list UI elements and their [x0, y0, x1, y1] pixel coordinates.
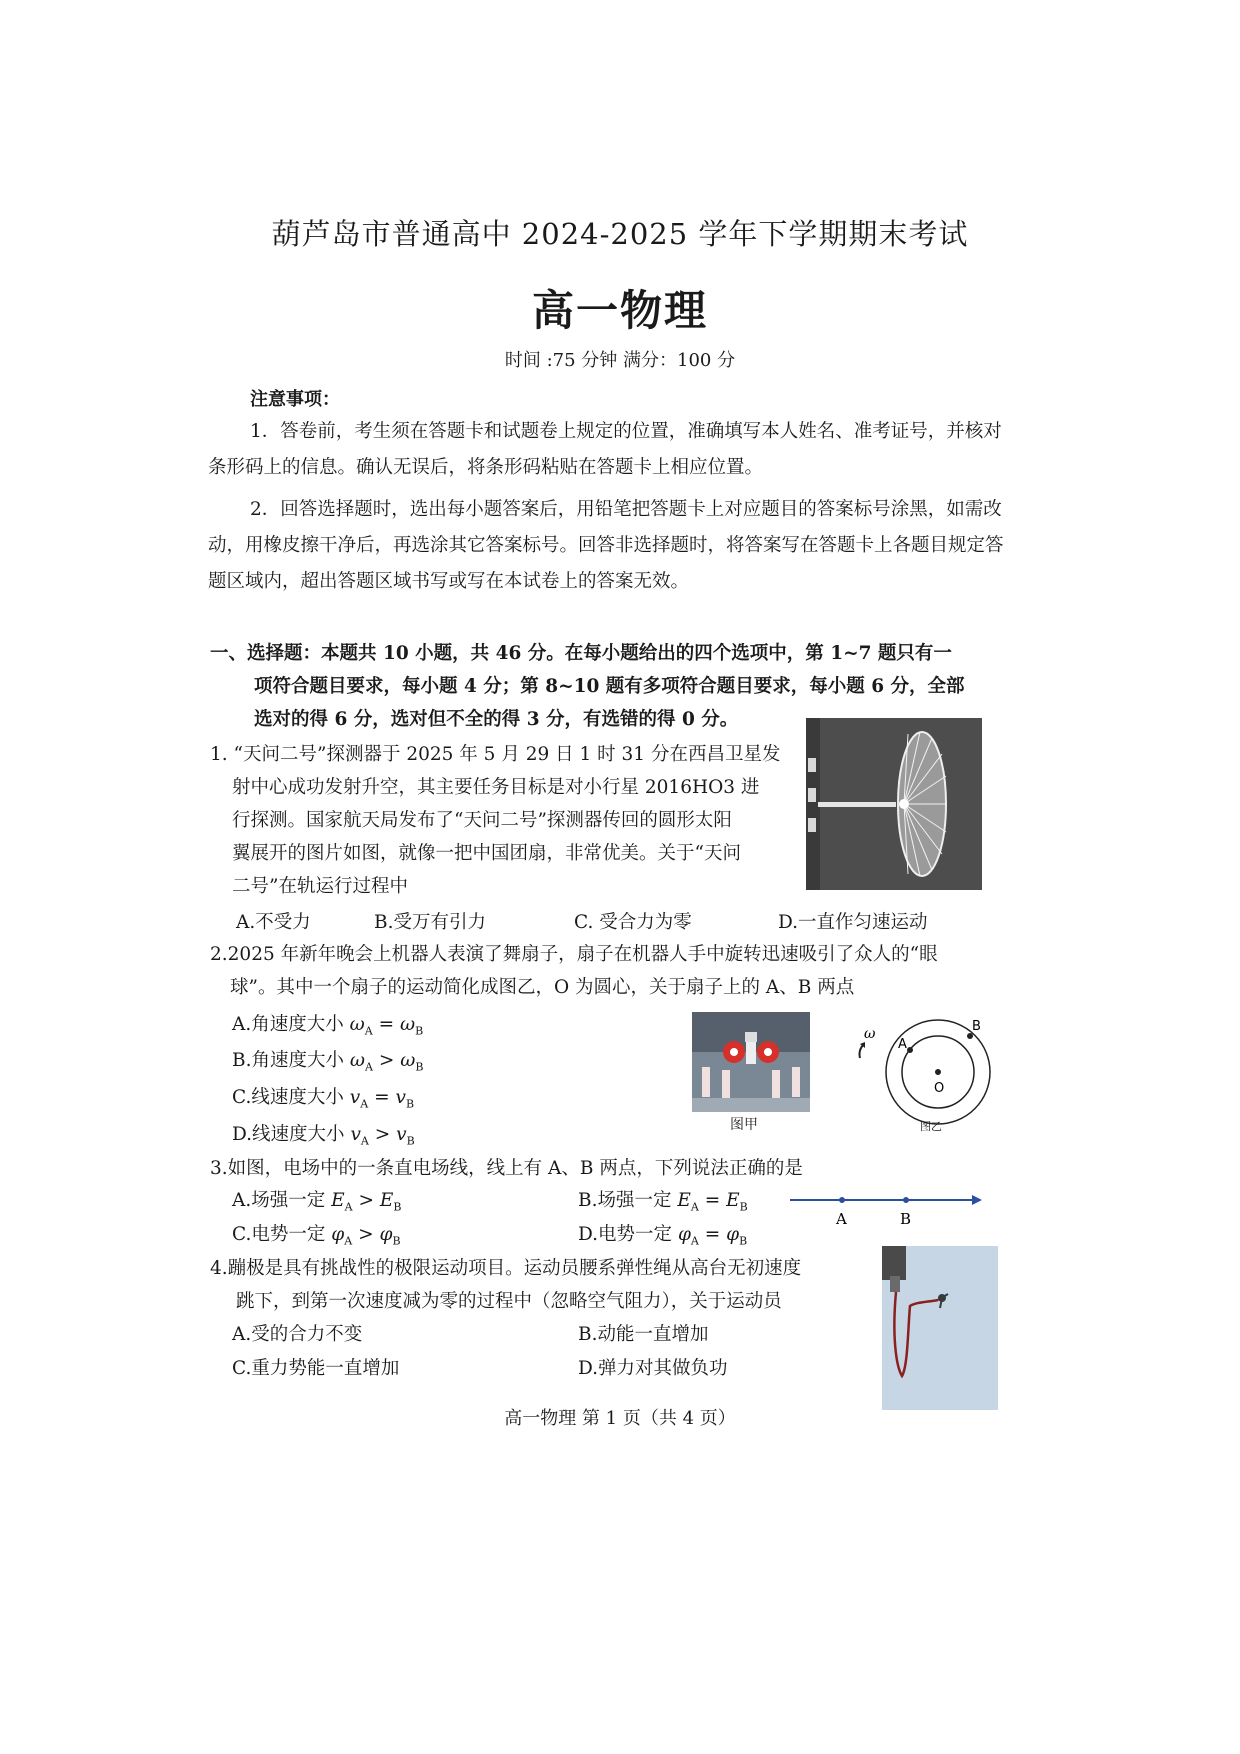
q1-line-3: 行探测。国家航天局发布了“天问二号”探测器传回的圆形太阳: [232, 810, 732, 831]
q3-option-b: B.场强一定 $E_A = E_B$: [578, 1190, 748, 1214]
q4-line-2: 跳下，到第一次速度减为零的过程中（忽略空气阻力），关于运动员: [236, 1291, 782, 1312]
q1-option-b: B.受万有引力: [374, 912, 486, 933]
fig-jia-caption: 图甲: [730, 1117, 758, 1133]
solar-wing-illustration: [806, 718, 982, 890]
question-1: [210, 738, 800, 903]
notice-item-2: 2．回答选择题时，选出每小题答案后，用铅笔把答题卡上对应题目的答案标号涂黑，如需改动，用橡皮擦干净后，再选涂其它答案标号。回答非选择题时，将答案写在答题卡上各题目规定答题区域内，超出答题区域书写或写在本试卷上的答案无效。: [208, 499, 1004, 592]
notice-item-1: 1．答卷前，考生须在答题卡和试题卷上规定的位置，准确填写本人姓名、准考证号，并核对条形码上的信息。确认无误后，将条形码粘贴在答题卡上相应位置。: [208, 421, 1002, 478]
q4-option-b: B.动能一直增加: [578, 1324, 709, 1345]
question-4: [210, 1252, 870, 1318]
subject-title: 高一物理: [531, 286, 708, 335]
section-line-3: 选对的得 6 分，选对但不全的得 3 分，有选错的得 0 分。: [254, 709, 739, 730]
field-arrowhead: [972, 1195, 982, 1205]
q2-option-b: B.角速度大小 $\omega_A > \omega_B$: [232, 1050, 424, 1074]
q1-option-c: C. 受合力为零: [574, 912, 692, 933]
notice-heading: 注意事项：: [250, 389, 340, 410]
section-line-2: 项符合题目要求，每小题 4 分；第 8~10 题有多项符合题目要求，每小题 6 分，全部: [254, 676, 965, 697]
robot-photo: [692, 1012, 810, 1112]
field-point-a: [839, 1197, 845, 1203]
q3-stem: 3.如图，电场中的一条直电场线，线上有 A、B 两点，下列说法正确的是: [210, 1158, 803, 1179]
q2-line-1: 2.2025 年新年晚会上机器人表演了舞扇子，扇子在机器人手中旋转迅速吸引了众人的“眼: [210, 944, 938, 965]
q1-option-a: A.不受力: [236, 912, 311, 933]
q3-option-d: D.电势一定 $\varphi_A = \varphi_B$: [578, 1224, 748, 1248]
exam-meta: 时间 :75 分钟 满分：100 分: [504, 350, 736, 371]
fig-yi-caption: 图乙: [920, 1120, 942, 1133]
robot-illustration: [692, 1012, 810, 1112]
q3-option-a: A.场强一定 $E_A > E_B$: [232, 1190, 402, 1214]
center-point: [935, 1069, 941, 1075]
label-o: O: [934, 1081, 945, 1096]
page-footer: 高一物理 第 1 页（共 4 页）: [504, 1408, 736, 1429]
label-a: A: [898, 1037, 907, 1052]
point-a: [907, 1047, 913, 1053]
q1-line-1: 1. “天问二号”探测器于 2025 年 5 月 29 日 1 时 31 分在西昌卫星发: [210, 744, 781, 765]
q3-option-c: C.电势一定 $\varphi_A > \varphi_B$: [232, 1224, 401, 1248]
exam-title: 葫芦岛市普通高中 2024-2025 学年下学期期末考试: [271, 217, 969, 251]
q1-line-2: 射中心成功发射升空，其主要任务目标是对小行星 2016HO3 进: [232, 777, 760, 798]
q4-line-1: 4.蹦极是具有挑战性的极限运动项目。运动员腰系弹性绳从高台无初速度: [210, 1258, 802, 1279]
omega-label: ω: [864, 1026, 876, 1042]
bungee-photo: [882, 1246, 998, 1410]
field-line-diagram: [786, 1188, 986, 1228]
solar-wing-photo: [806, 718, 982, 890]
q2-option-c: C.线速度大小 $v_A = v_B$: [232, 1087, 415, 1111]
q2-line-2: 球”。其中一个扇子的运动简化成图乙，O 为圆心，关于扇子上的 A、B 两点: [230, 977, 855, 998]
q1-line-4: 翼展开的图片如图，就像一把中国团扇，非常优美。关于“天问: [232, 843, 741, 864]
q1-option-d: D.一直作匀速运动: [778, 912, 928, 933]
q2-option-d: D.线速度大小 $v_A > v_B$: [232, 1124, 415, 1148]
field-label-b: B: [900, 1210, 912, 1228]
bungee-illustration: [882, 1246, 998, 1410]
field-label-a: A: [836, 1210, 847, 1228]
section-line-1: 一、选择题：本题共 10 小题，共 46 分。在每小题给出的四个选项中，第 1~7 题只有一: [210, 643, 952, 664]
q1-line-5: 二号”在轨运行过程中: [232, 876, 408, 897]
label-b: B: [972, 1019, 981, 1034]
q2-option-a: A.角速度大小 $\omega_A = \omega_B$: [232, 1014, 424, 1038]
q4-option-c: C.重力势能一直增加: [232, 1358, 400, 1379]
question-2: [210, 938, 1010, 1004]
q4-option-a: A.受的合力不变: [232, 1324, 363, 1345]
q4-option-d: D.弹力对其做负功: [578, 1358, 728, 1379]
field-point-b: [903, 1197, 909, 1203]
